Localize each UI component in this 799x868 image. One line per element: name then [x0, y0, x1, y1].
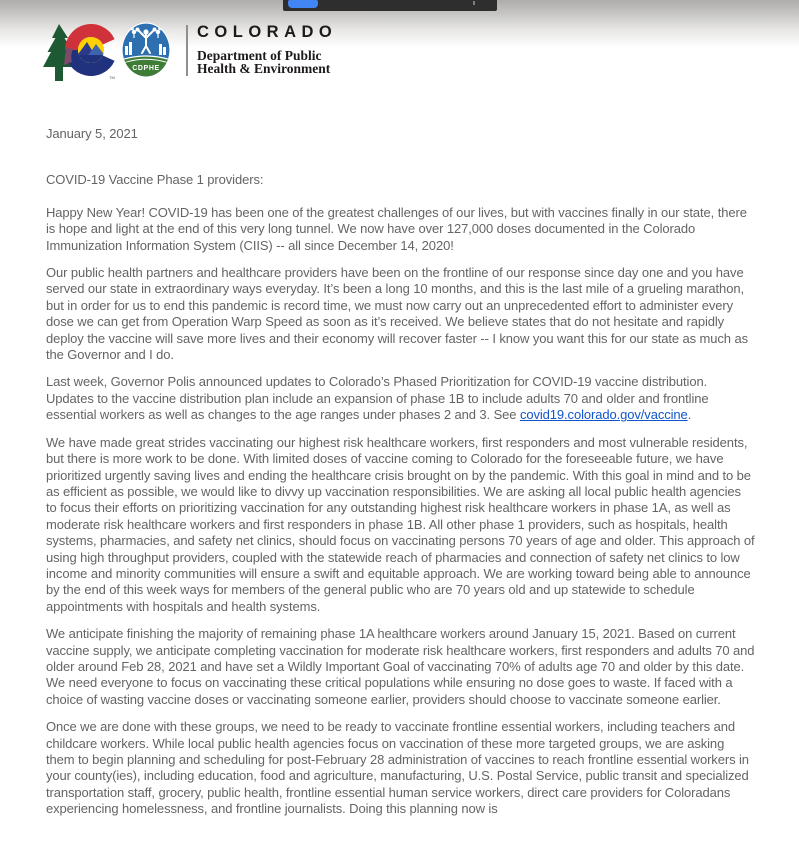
toolbar-blue-button[interactable] [288, 0, 318, 8]
letter-body [46, 126, 755, 829]
paragraph-2: Our public health partners and healthcare providers have been on the frontline of our response since day one and you have served our state in extraordinary ways everyday. It’s been a long 10 months, and this is the last mile of a grueling marathon, but in order for us to end this pandemic is record time, we must now carry out an unprecedented effort to administer every dose we can get from Operation Warp Speed as soon as it’s received. We believe states that do not hesitate and rapidly deploy the vaccine will save more lives and their economy will recover faster -- I know you want this for our state as much as the Governor and I do. [46, 265, 748, 363]
paragraph-5: We anticipate finishing the majority of remaining phase 1A healthcare workers around January 15, 2021. Based on current vaccine supply, we anticipate completing vaccination for moderate risk healthcare workers, first responders and adults 70 and older around Feb 28, 2021 and have set a Wildly Important Goal of vaccinating 70% of adults age 70 and older by this date. We need everyone to focus on vaccinating these critical populations while ensuring no dose goes to waste. If faced with a choice of wasting vaccine doses or vaccinating someone earlier, providers should choose to vaccinate someone earlier. [46, 626, 755, 707]
logo-divider [186, 25, 188, 76]
badge-label: CDPHE [132, 65, 160, 72]
department-line2: Health & Environment [197, 61, 331, 76]
paragraph-1: Happy New Year! COVID-19 has been one of the greatest challenges of our lives, but with vaccines finally in our state, there is hope and light at the end of this very long tunnel. We now have over 127,000 doses documented in the Colorado Immunization Information System (CIIS) -- all since December 14, 2020! [46, 204, 747, 253]
toolbar-glyph-fragment [473, 1, 475, 5]
paragraph-3 [46, 374, 755, 423]
paragraph-3-text: Last week, Governor Polis announced updates to Colorado’s Phased Prioritization for COVID-19 vaccine distribution. Updates to the vaccine distribution plan include an expansion of phase 1B to include adults 70 and older and frontline essential workers as well as changes to the age ranges under phases 2 and 3. See [46, 374, 709, 423]
letter-date: January 5, 2021 [46, 126, 138, 141]
letter-salutation: COVID-19 Vaccine Phase 1 providers: [46, 172, 264, 188]
brand-name: COLORADO [197, 23, 338, 41]
cdphe-badge [121, 22, 171, 78]
paragraph-6: Once we are done with these groups, we need to be ready to vaccinate frontline essential workers, including teachers and childcare workers. While local public health agencies focus on vaccination of these more targeted groups, we are asking them to begin planning and scheduling for post-February 28 administration of vaccines to reach frontline essential workers in your county(ies), including education, food and agriculture, manufacturing, U.S. Postal Service, public transit and specialized transportation staff, grocery, public health, frontline essential human service workers, direct care providers for Coloradans experiencing homelessness, and frontline journalists. Doing this planning now is [46, 719, 749, 817]
trademark-text: TM [109, 75, 115, 80]
toolbar-fragment [283, 0, 497, 11]
vaccine-info-link[interactable]: covid19.colorado.gov/vaccine [519, 407, 688, 423]
paragraph-3-period: . [687, 407, 692, 423]
paragraph-4: We have made great strides vaccinating our highest risk healthcare workers, first responders and most vulnerable residents, but there is more work to be done. With limited doses of vaccine coming to Colorado for the foreseeable future, we have prioritized urgently saving lives and ending the healthcare crisis brought on by the pandemic. With this goal in mind and to be as efficient as possible, we would like to divvy up vaccination responsibilities. We are asking all local public health agencies to focus their efforts on prioritizing vaccination for any outstanding highest risk healthcare workers in phase 1A, as well as moderate risk healthcare workers and first responders in phase 1B. All other phase 1 providers, such as hospitals, health systems, pharmacies, and safety net clinics, should focus on vaccinating persons 70 years of age and older. This approach of using high throughput providers, coupled with the statewide reach of pharmacies and connection of safety net clinics to low income and minority communities will ensure a swift and equitable approach. We are working toward being able to announce by the end of this week ways for members of the general public who are 70 years old and up statewide to schedule appointments with hospitals and health systems. [46, 434, 755, 614]
department-line1: Department of Public [197, 48, 322, 63]
department-name [197, 49, 337, 75]
colorado-logo [43, 21, 121, 85]
letterhead [0, 0, 799, 100]
logo-text [197, 23, 337, 75]
